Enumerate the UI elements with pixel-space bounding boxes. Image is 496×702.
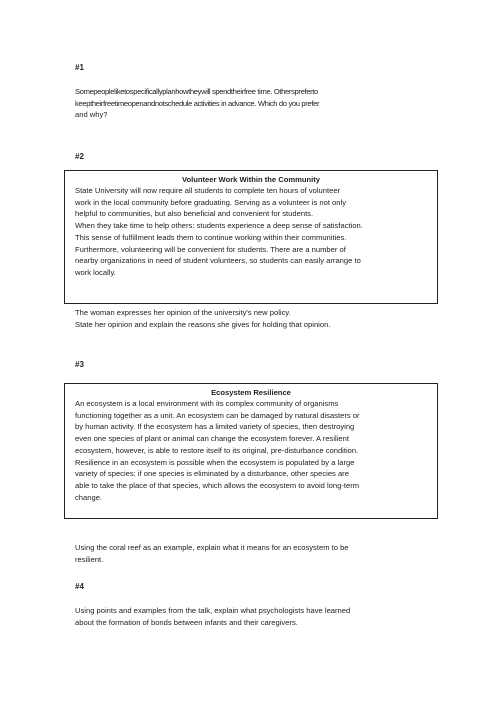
- question-4-line: about the formation of bonds between infants and their caregivers.: [75, 617, 298, 627]
- question-1-line: keeptheirfreetimeopenandnotschedule activities in advance. Which do you prefer: [75, 98, 320, 108]
- question-2-line: The woman expresses her opinion of the university's new policy.: [75, 308, 291, 317]
- question-3-reading-line: change.: [75, 492, 103, 502]
- question-2-reading-line: work locally.: [75, 267, 116, 277]
- question-3-number: #3: [75, 360, 84, 369]
- question-3-reading-box: [64, 383, 438, 519]
- question-2-reading-line: State University will now require all students to complete ten hours of volunteer: [75, 186, 341, 195]
- question-3-reading-line: functioning together as a unit. An ecosystem can be damaged by natural disasters or: [75, 410, 360, 420]
- question-3-reading-line: even one species of plant or animal can change the ecosystem forever. A resilient: [75, 434, 349, 444]
- question-2-reading-line: This sense of fulfillment leads them to continue working within their communities.: [75, 232, 347, 242]
- question-2-reading-title: Volunteer Work Within the Community: [181, 175, 321, 184]
- question-4-number: #4: [75, 582, 84, 591]
- question-2-line: State her opinion and explain the reasons she gives for holding that opinion.: [75, 319, 331, 329]
- question-2-reading-line: nearby organizations in need of student volunteers, so students can easily arrange to: [75, 256, 361, 266]
- question-1-line: Somepeopleliketospecificallyplanhowtheywill spendtheirfree time. Otherspreferto: [75, 87, 318, 96]
- question-3-reading-title: Ecosystem Resilience: [211, 388, 291, 397]
- question-3-reading-line: Resilience in an ecosystem is possible when the ecosystem is populated by a large: [75, 457, 355, 467]
- question-1-line: and why?: [75, 110, 108, 119]
- question-3-line: resilient.: [75, 554, 104, 564]
- question-2-reading-box: [64, 170, 438, 304]
- question-3-reading-line: An ecosystem is a local environment with its complex community of organisms: [75, 399, 339, 408]
- question-1-prompt: [75, 86, 435, 121]
- question-4-line: Using points and examples from the talk, explain what psychologists have learned: [75, 606, 351, 615]
- question-3-reading-line: able to take the place of that species, which allows the ecosystem to avoid long-term: [75, 480, 360, 490]
- question-2-reading-line: work in the local community before graduating. Serving as a volunteer is not only: [75, 197, 346, 207]
- question-3-prompt: [75, 542, 435, 565]
- question-2-prompt: [75, 307, 435, 330]
- question-2-number: #2: [75, 152, 84, 161]
- question-2-reading-line: Furthermore, volunteering will be convenient for students. There are a number of: [75, 244, 346, 254]
- question-2-reading-line: helpful to communities, but also beneficial and convenient for students.: [75, 209, 314, 219]
- question-3-reading-line: variety of species: if one species is eliminated by a disturbance, other species are: [75, 469, 349, 479]
- question-2-reading-line: When they take time to help others: students experience a deep sense of satisfaction.: [75, 221, 363, 231]
- question-4-prompt: [75, 605, 435, 628]
- question-3-reading-line: by human activity. If the ecosystem has a limited variety of species, then destroying: [75, 422, 355, 432]
- question-3-line: Using the coral reef as an example, explain what it means for an ecosystem to be: [75, 543, 349, 552]
- question-3-reading-line: ecosystem, however, is able to restore itself to its original, pre-disturbance condition.: [75, 445, 359, 455]
- question-1-number: #1: [75, 63, 84, 72]
